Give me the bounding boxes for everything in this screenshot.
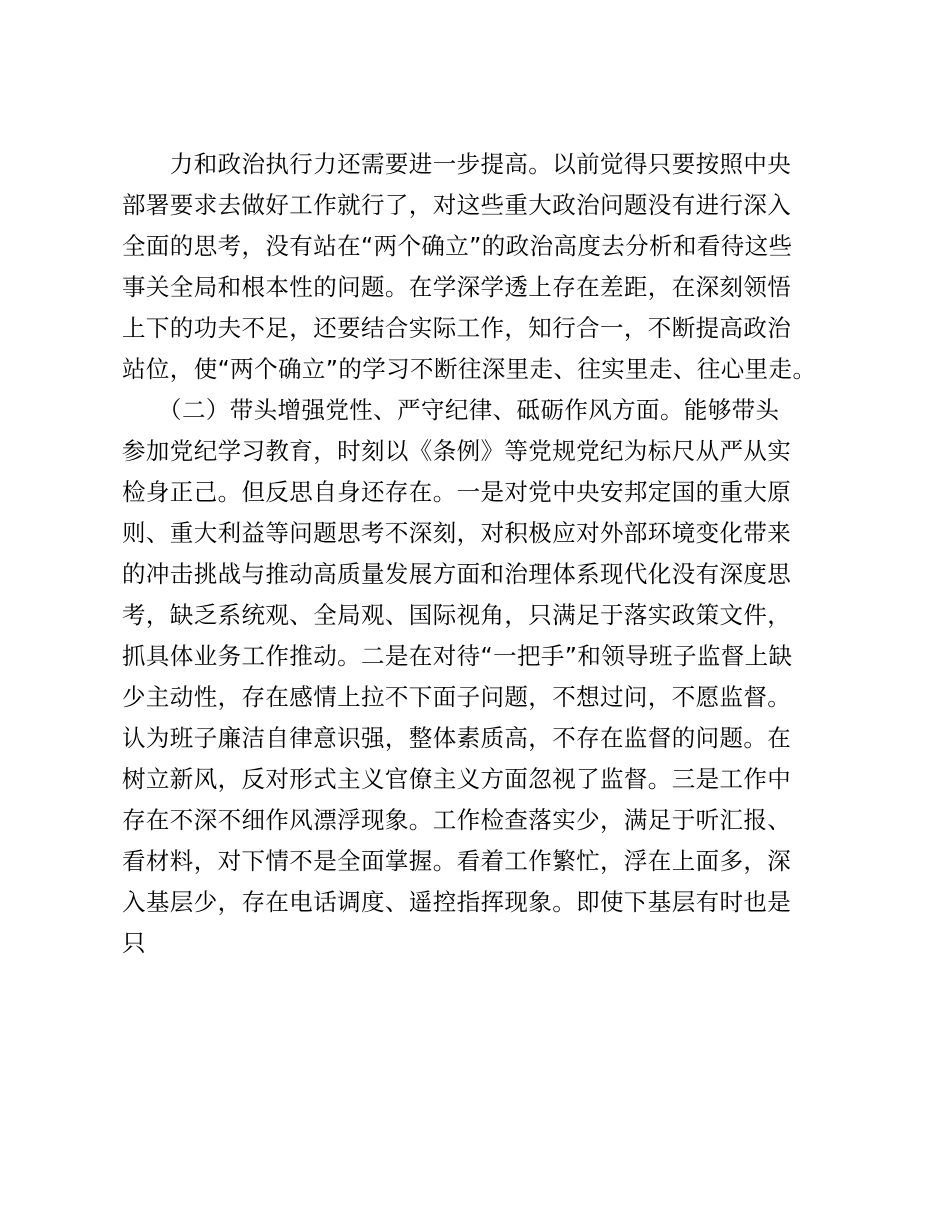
text-line: 认为班子廉洁自律意识强，整体素质高，不存在监督的问题。在: [122, 724, 792, 752]
text-line: 只: [122, 929, 146, 957]
text-line: 考，缺乏系统观、全局观、国际视角，只满足于落实政策文件，: [122, 601, 792, 629]
text-line: 存在不深不细作风漂浮现象。工作检查落实少，满足于听汇报、: [122, 806, 792, 834]
body-text: [122, 144, 842, 964]
text-line: 看材料，对下情不是全面掌握。看着工作繁忙，浮在上面多，深: [122, 847, 792, 875]
text-line: 则、重大利益等问题思考不深刻，对积极应对外部环境变化带来: [122, 519, 792, 547]
text-line: 树立新风，反对形式主义官僚主义方面忽视了监督。三是工作中: [122, 765, 792, 793]
text-line: 上下的功夫不足，还要结合实际工作，知行合一，不断提高政治: [122, 314, 792, 342]
text-line: 力和政治执行力还需要进一步提高。以前觉得只要按照中央: [122, 150, 792, 178]
text-line: 检身正己。但反思自身还存在。一是对党中央安邦定国的重大原: [122, 478, 792, 506]
text-line: 站位，使“两个确立”的学习不断往深里走、往实里走、往心里走。: [122, 355, 817, 383]
text-line: 参加党纪学习教育，时刻以《条例》等党规党纪为标尺从严从实: [122, 437, 792, 465]
text-line: 部署要求去做好工作就行了，对这些重大政治问题没有进行深入: [122, 191, 792, 219]
text-line: 抓具体业务工作推动。二是在对待“一把手”和领导班子监督上缺: [122, 642, 793, 670]
text-line: 全面的思考，没有站在“两个确立”的政治高度去分析和看待这些: [122, 232, 793, 260]
text-line: （二）带头增强党性、严守纪律、砥砺作风方面。能够带头: [122, 396, 780, 424]
text-line: 少主动性，存在感情上拉不下面子问题，不想过问，不愿监督。: [122, 683, 792, 711]
text-line: 入基层少，存在电话调度、遥控指挥现象。即使下基层有时也是: [122, 888, 792, 916]
text-line: 事关全局和根本性的问题。在学深学透上存在差距，在深刻领悟: [122, 273, 792, 301]
text-line: 的冲击挑战与推动高质量发展方面和治理体系现代化没有深度思: [122, 560, 792, 588]
